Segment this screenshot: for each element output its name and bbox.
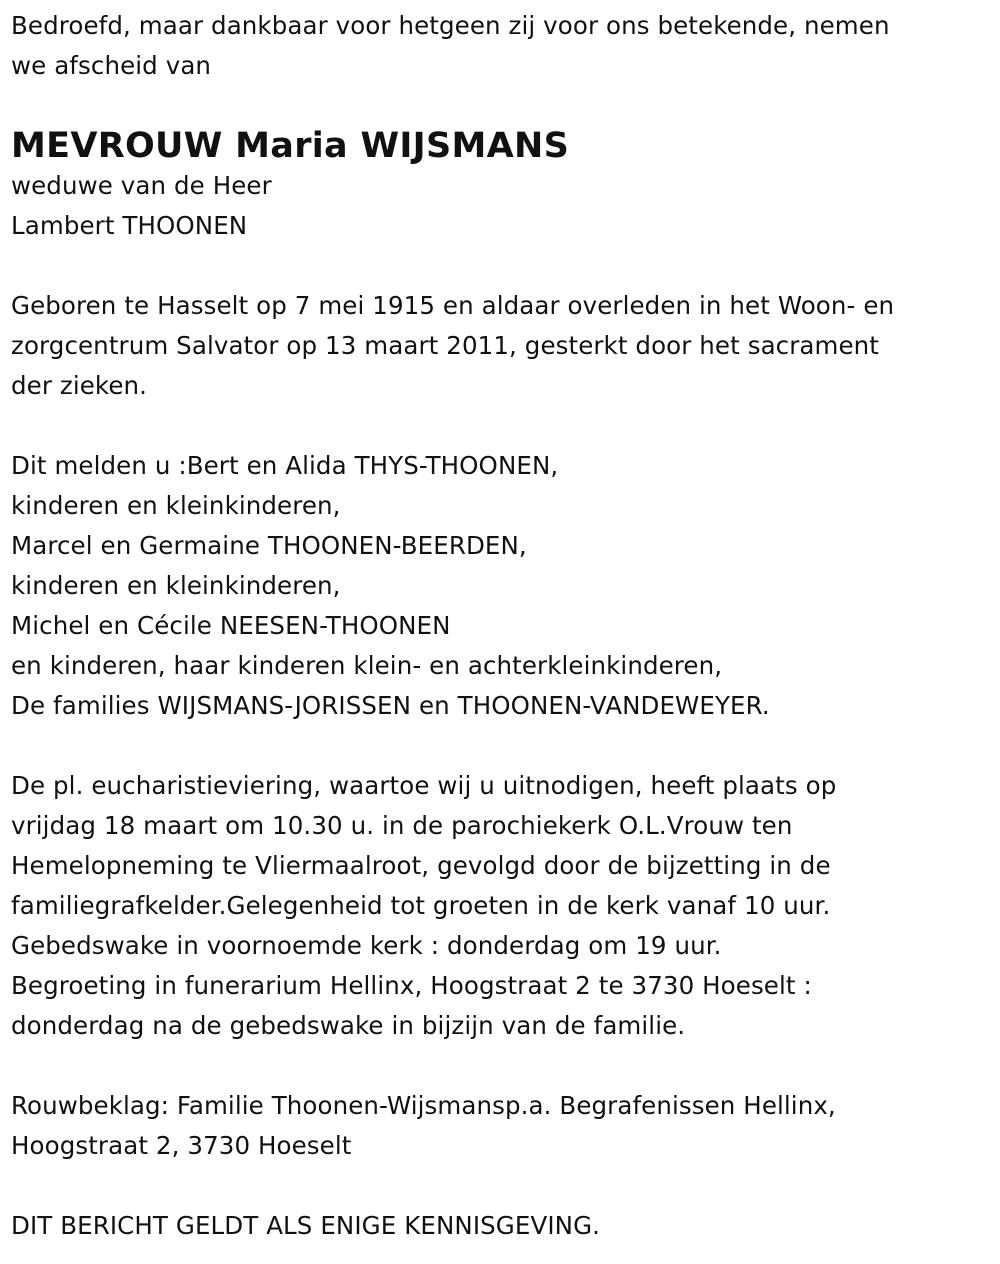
birth-death-line: zorgcentrum Salvator op 13 maart 2011, gesterkt door het sacrament [11,331,880,360]
deceased-name: MEVROUW Maria WIJSMANS [11,126,570,166]
ceremony-line: Gebedswake in voornoemde kerk : donderdag om 19 uur. [11,931,722,960]
ceremony-line: vrijdag 18 maart om 10.30 u. in de parochiekerk O.L.Vrouw ten [11,811,793,840]
birth-death-line: Geboren te Hasselt op 7 mei 1915 en aldaar overleden in het Woon- en [11,291,895,320]
ceremony-line: familiegrafkelder.Gelegenheid tot groeten in de kerk vanaf 10 uur. [11,891,831,920]
family-line: De families WIJSMANS-JORISSEN en THOONEN-VANDEWEYER. [11,691,770,720]
ceremony-line: donderdag na de gebedswake in bijzijn van de familie. [11,1011,686,1040]
family-line: Michel en Cécile NEESEN-THOONEN [11,611,451,640]
family-line: kinderen en kleinkinderen, [11,491,341,520]
condolence-line: Rouwbeklag: Familie Thoonen-Wijsmansp.a. Begrafenissen Hellinx, [11,1091,836,1120]
family-line: Dit melden u :Bert en Alida THYS-THOONEN, [11,451,559,480]
family-line: en kinderen, haar kinderen klein- en achterkleinkinderen, [11,651,723,680]
ceremony-line: De pl. eucharistieviering, waartoe wij u uitnodigen, heeft plaats op [11,771,837,800]
intro-line: Bedroefd, maar dankbaar voor hetgeen zij voor ons betekende, nemen [11,11,890,40]
spacer [11,246,986,286]
condolence-line: Hoogstraat 2, 3730 Hoeselt [11,1131,352,1160]
condolence-paragraph [11,1086,986,1166]
birth-death-paragraph [11,286,986,406]
spouse-line: weduwe van de Heer [11,171,272,200]
intro-line: we afscheid van [11,51,212,80]
ceremony-paragraph [11,766,986,1046]
spouse-block [11,166,986,246]
family-paragraph [11,446,986,726]
spacer [11,726,986,766]
official-notice: DIT BERICHT GELDT ALS ENIGE KENNISGEVING. [11,1211,601,1240]
family-line: Marcel en Germaine THOONEN-BEERDEN, [11,531,527,560]
obituary-notice [11,6,986,1246]
birth-death-line: der zieken. [11,371,148,400]
ceremony-line: Begroeting in funerarium Hellinx, Hoogstraat 2 te 3730 Hoeselt : [11,971,812,1000]
family-line: kinderen en kleinkinderen, [11,571,341,600]
spacer [11,1046,986,1086]
spacer [11,406,986,446]
spouse-line: Lambert THOONEN [11,211,248,240]
spacer [11,1166,986,1206]
intro-paragraph [11,6,986,86]
ceremony-line: Hemelopneming te Vliermaalroot, gevolgd door de bijzetting in de [11,851,831,880]
